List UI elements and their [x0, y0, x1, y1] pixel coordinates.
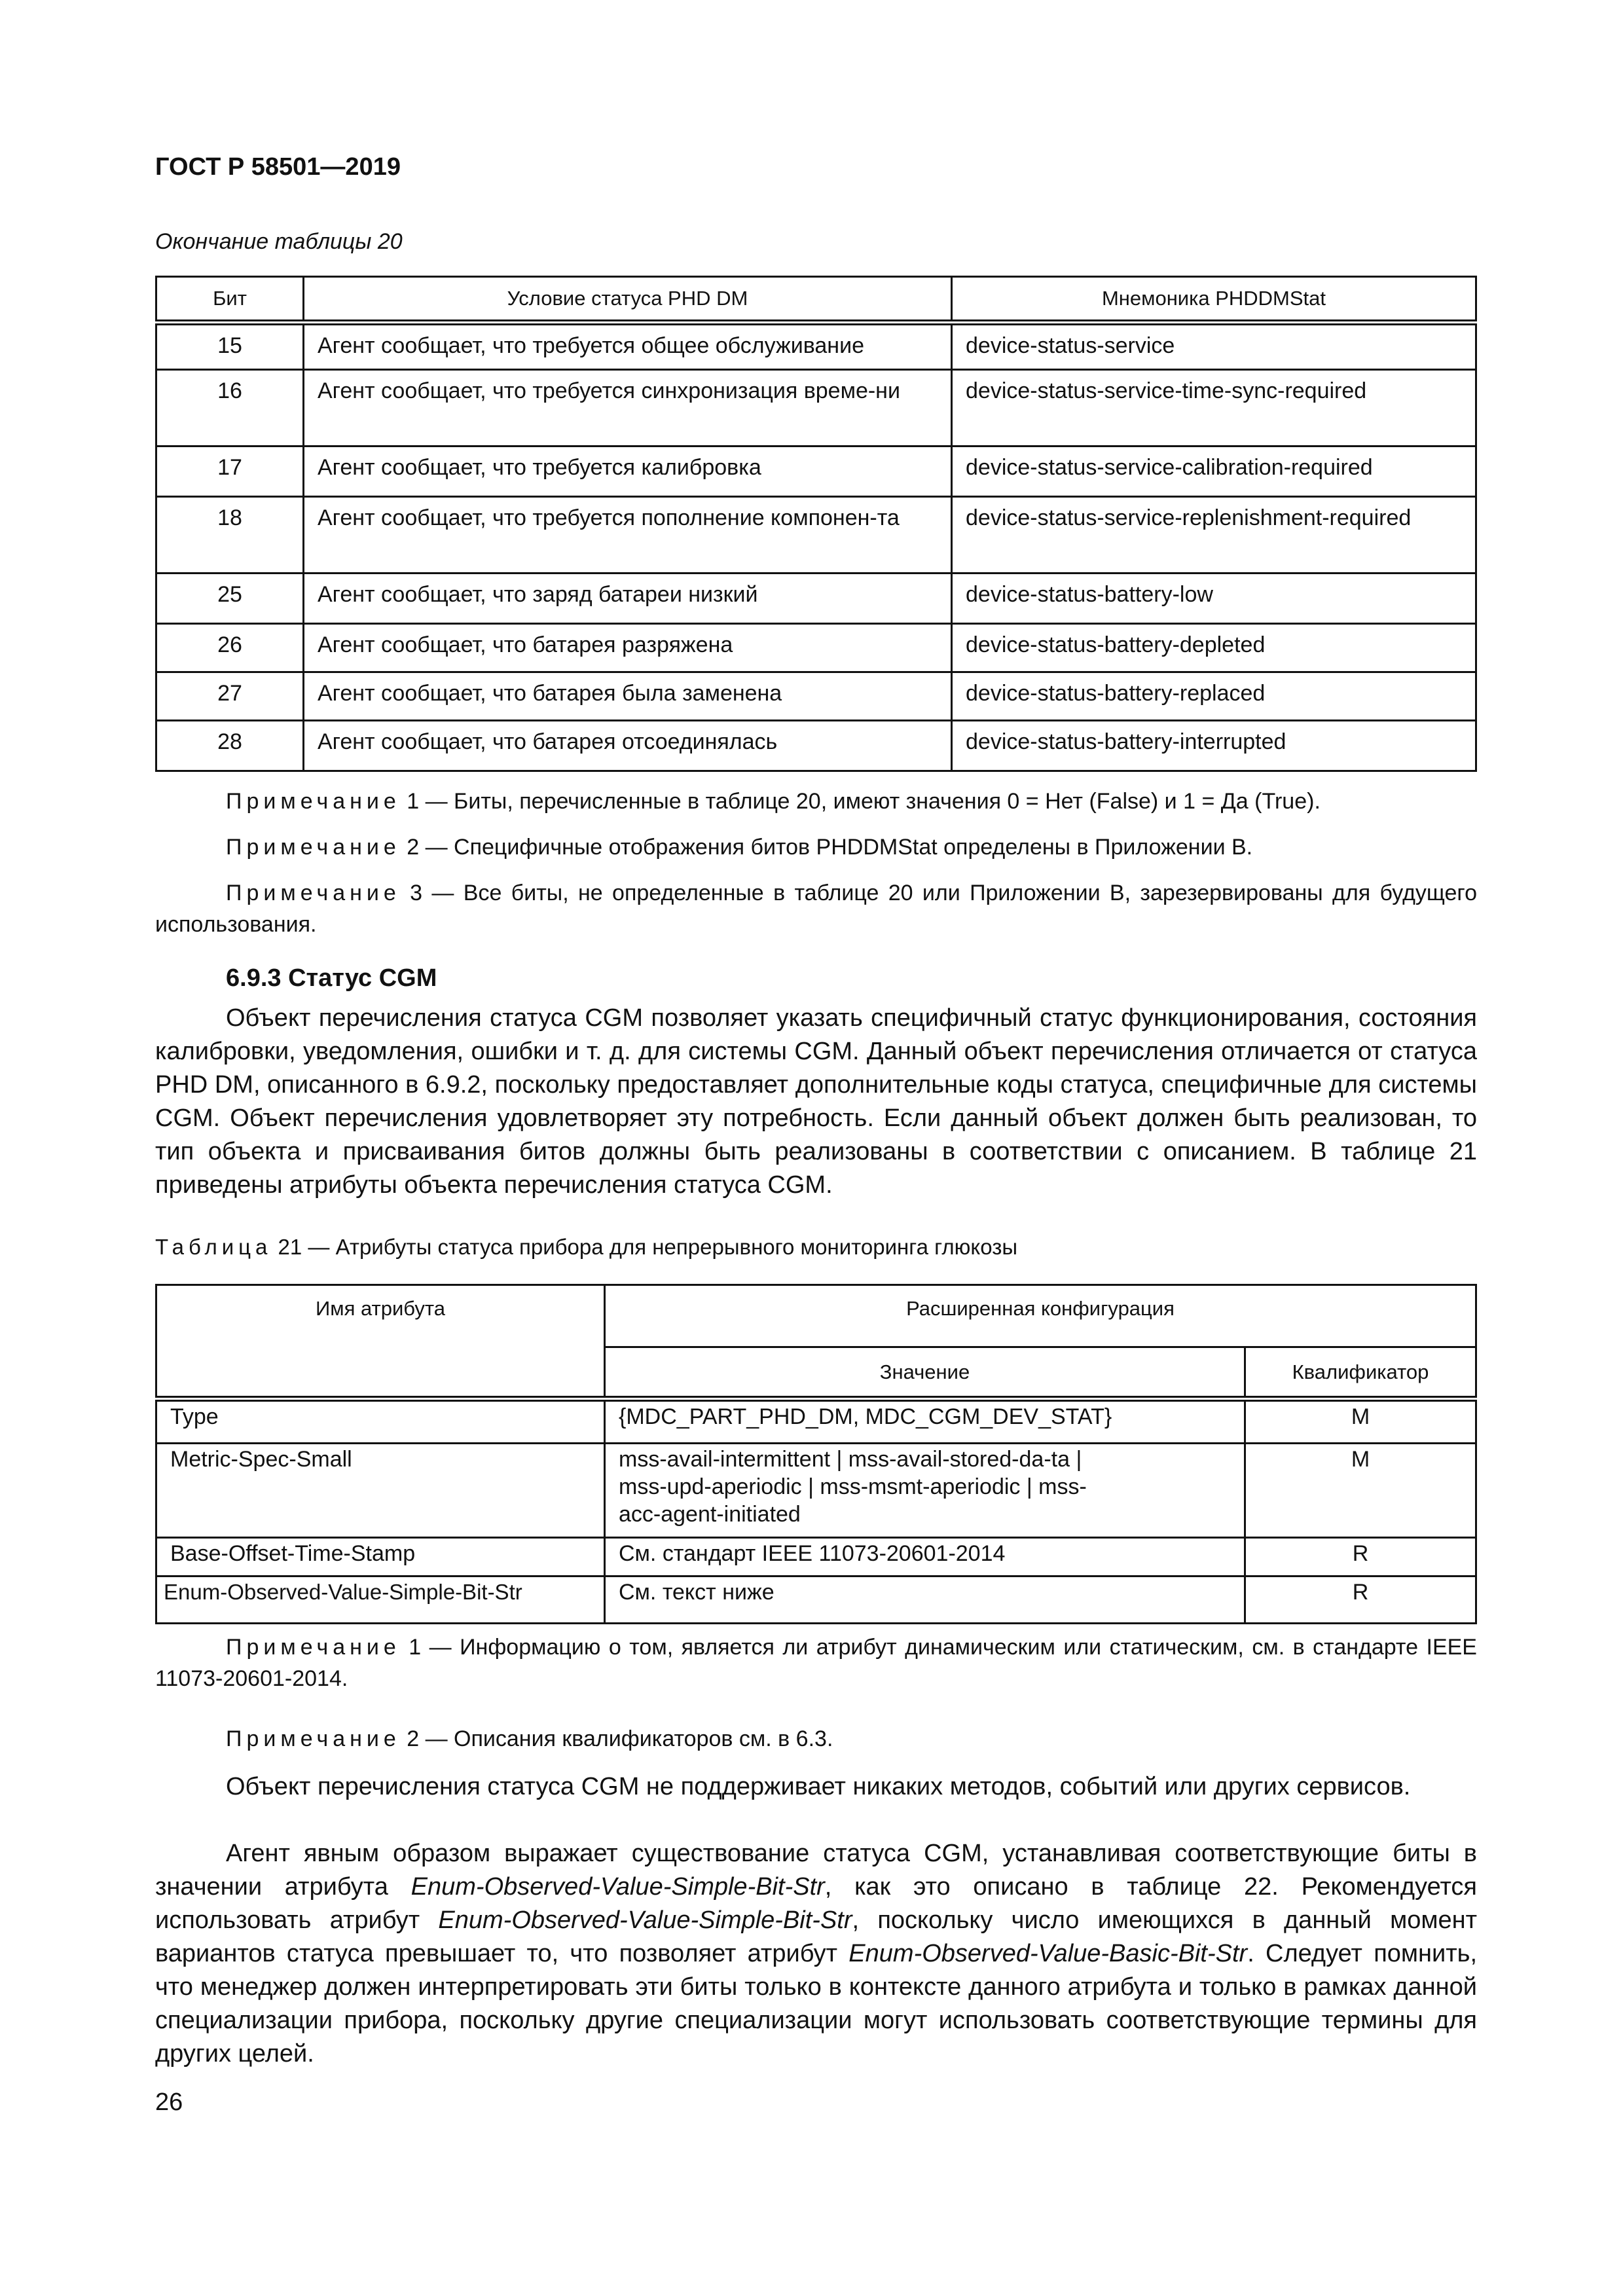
- table-20-note-3: [155, 877, 1477, 940]
- note-text: 3 — Все биты, не определенные в таблице 20 или Приложении В, зарезервированы для будущего использования.: [155, 881, 1477, 937]
- column-header-value: Значение: [605, 1347, 1245, 1399]
- note-text: 2 — Специфичные отображения битов PHDDMStat определены в Приложении В.: [400, 835, 1253, 860]
- table-21: [155, 1284, 1477, 1624]
- body-paragraph-1: Объект перечисления статуса CGM не поддерживает никаких методов, событий или других сервисов.: [226, 1773, 1411, 1800]
- attribute-reference: Enum-Observed-Value-Simple-Bit-Str: [410, 1873, 825, 1901]
- note-label: Примечание: [226, 1726, 401, 1751]
- bit-cell: 26: [156, 624, 304, 672]
- condition-cell: Агент сообщает, что требуется общее обслуживание: [304, 323, 952, 370]
- value-cell: См. текст ниже: [605, 1576, 1245, 1624]
- note-label: Примечание: [226, 835, 401, 860]
- column-header-mnemonic: Мнемоника PHDDMStat: [952, 277, 1476, 323]
- table-21-caption: [155, 1235, 1017, 1260]
- table-20-caption: Окончание таблицы 20: [155, 229, 403, 254]
- table-row: [156, 1444, 1476, 1538]
- value-cell: См. стандарт IEEE 11073-20601-2014: [605, 1538, 1245, 1576]
- table-21-note-1: [155, 1631, 1477, 1694]
- column-header-extended-config: Расширенная конфигурация: [605, 1285, 1476, 1347]
- qualifier-cell: M: [1245, 1444, 1476, 1538]
- attribute-name-cell: Metric-Spec-Small: [156, 1444, 605, 1538]
- table-row: [156, 446, 1476, 497]
- condition-cell: Агент сообщает, что требуется синхронизация време-ни: [304, 370, 952, 446]
- bit-cell: 27: [156, 672, 304, 721]
- mnemonic-cell: device-status-service: [952, 323, 1476, 370]
- qualifier-cell: R: [1245, 1576, 1476, 1624]
- value-cell: {MDC_PART_PHD_DM, MDC_CGM_DEV_STAT}: [605, 1399, 1245, 1444]
- table-row: [156, 1399, 1476, 1444]
- mnemonic-cell: device-status-battery-depleted: [952, 624, 1476, 672]
- column-header-condition: Условие статуса PHD DM: [304, 277, 952, 323]
- table-row: [156, 1538, 1476, 1576]
- table-row: [156, 1576, 1476, 1624]
- note-label: Примечание: [226, 789, 401, 814]
- text-segment: Агент явным образом выражает существование статуса CGM, устанавливая соответствующие биты в значении атрибута: [155, 1840, 1477, 1901]
- note-text: 1 — Информацию о том, является ли атрибут динамическим или статическим, см. в стандарте IEEE 11073-20601-2014.: [155, 1635, 1477, 1691]
- section-heading: 6.9.3 Статус CGM: [226, 964, 437, 992]
- text-segment: . Следует помнить, что менеджер должен интерпретировать эти биты только в контексте данного атрибута и только в рамках данной специализации прибора, поскольку другие специализации могут использовать соответствующие термины для других целей.: [155, 1940, 1478, 2068]
- attribute-name-cell: Enum-Observed-Value-Simple-Bit-Str: [156, 1576, 605, 1624]
- table-row: [156, 497, 1476, 574]
- attribute-reference: Enum-Observed-Value-Simple-Bit-Str: [438, 1906, 852, 1934]
- qualifier-cell: M: [1245, 1399, 1476, 1444]
- table-row: [156, 624, 1476, 672]
- qualifier-cell: R: [1245, 1538, 1476, 1576]
- mnemonic-cell: device-status-service-replenishment-required: [952, 497, 1476, 574]
- table-row: [156, 721, 1476, 771]
- condition-cell: Агент сообщает, что заряд батареи низкий: [304, 574, 952, 624]
- condition-cell: Агент сообщает, что требуется пополнение компонен-та: [304, 497, 952, 574]
- table-20-note-1: [155, 786, 1477, 817]
- text-segment: , поскольку число имеющихся в данный момент вариантов статуса превышает то, что позволяет атрибут: [155, 1906, 1477, 1967]
- condition-cell: Агент сообщает, что батарея отсоединялась: [304, 721, 952, 771]
- note-text: 1 — Биты, перечисленные в таблице 20, имеют значения 0 = Нет (False) и 1 = Да (True).: [400, 789, 1321, 814]
- column-header-bit: Бит: [156, 277, 304, 323]
- value-cell: mss-avail-intermittent | mss-avail-stored-da-ta | mss-upd-aperiodic | mss-msmt-aperiodic | mss-acc-agent-initiated: [605, 1444, 1245, 1538]
- note-text: 2 — Описания квалификаторов см. в 6.3.: [400, 1726, 833, 1751]
- body-paragraph-2: [155, 1837, 1477, 2071]
- column-header-attribute-name: Имя атрибута: [156, 1285, 605, 1399]
- mnemonic-cell: device-status-service-time-sync-required: [952, 370, 1476, 446]
- table-row: [156, 323, 1476, 370]
- attribute-name-cell: Base-Offset-Time-Stamp: [156, 1538, 605, 1576]
- bit-cell: 16: [156, 370, 304, 446]
- text-segment: , как это описано в таблице 22. Рекомендуется использовать атрибут: [155, 1873, 1477, 1934]
- bit-cell: 18: [156, 497, 304, 574]
- bit-cell: 17: [156, 446, 304, 497]
- mnemonic-cell: device-status-battery-interrupted: [952, 721, 1476, 771]
- section-paragraph: Объект перечисления статуса CGM позволяет указать специфичный статус функционирования, состояния калибровки, уведомления, ошибки и т. д. для системы CGM. Данный объект перечисления отличается от статуса PHD DM, описанного в 6.9.2, поскольку предоставляет дополнительные коды статуса, специфичные для системы CGM. Объект перечисления удовлетворяет эту потребность. Если данный объект должен быть реализован, то тип объекта и присваивания битов должны быть реализованы в соответствии с описанием. В таблице 21 приведены атрибуты объекта перечисления статуса CGM.: [155, 1004, 1477, 1199]
- table-20: [155, 276, 1477, 772]
- bit-cell: 28: [156, 721, 304, 771]
- caption-text: 21 — Атрибуты статуса прибора для непрерывного мониторинга глюкозы: [272, 1235, 1018, 1259]
- note-label: Примечание: [226, 881, 401, 905]
- table-row: [156, 672, 1476, 721]
- condition-cell: Агент сообщает, что батарея была заменена: [304, 672, 952, 721]
- column-header-qualifier: Квалификатор: [1245, 1347, 1476, 1399]
- mnemonic-cell: device-status-service-calibration-required: [952, 446, 1476, 497]
- note-label: Примечание: [226, 1635, 401, 1660]
- caption-label: Таблица: [155, 1235, 272, 1259]
- mnemonic-cell: device-status-battery-replaced: [952, 672, 1476, 721]
- attribute-reference: Enum-Observed-Value-Basic-Bit-Str: [848, 1940, 1248, 1967]
- attribute-name-cell: Type: [156, 1399, 605, 1444]
- table-row: [156, 574, 1476, 624]
- mnemonic-cell: device-status-battery-low: [952, 574, 1476, 624]
- table-20-note-2: [155, 831, 1477, 863]
- document-title: ГОСТ Р 58501—2019: [155, 153, 401, 181]
- condition-cell: Агент сообщает, что батарея разряжена: [304, 624, 952, 672]
- bit-cell: 25: [156, 574, 304, 624]
- page-number: 26: [155, 2088, 183, 2116]
- table-row: [156, 370, 1476, 446]
- bit-cell: 15: [156, 323, 304, 370]
- condition-cell: Агент сообщает, что требуется калибровка: [304, 446, 952, 497]
- table-21-note-2: [155, 1723, 1477, 1755]
